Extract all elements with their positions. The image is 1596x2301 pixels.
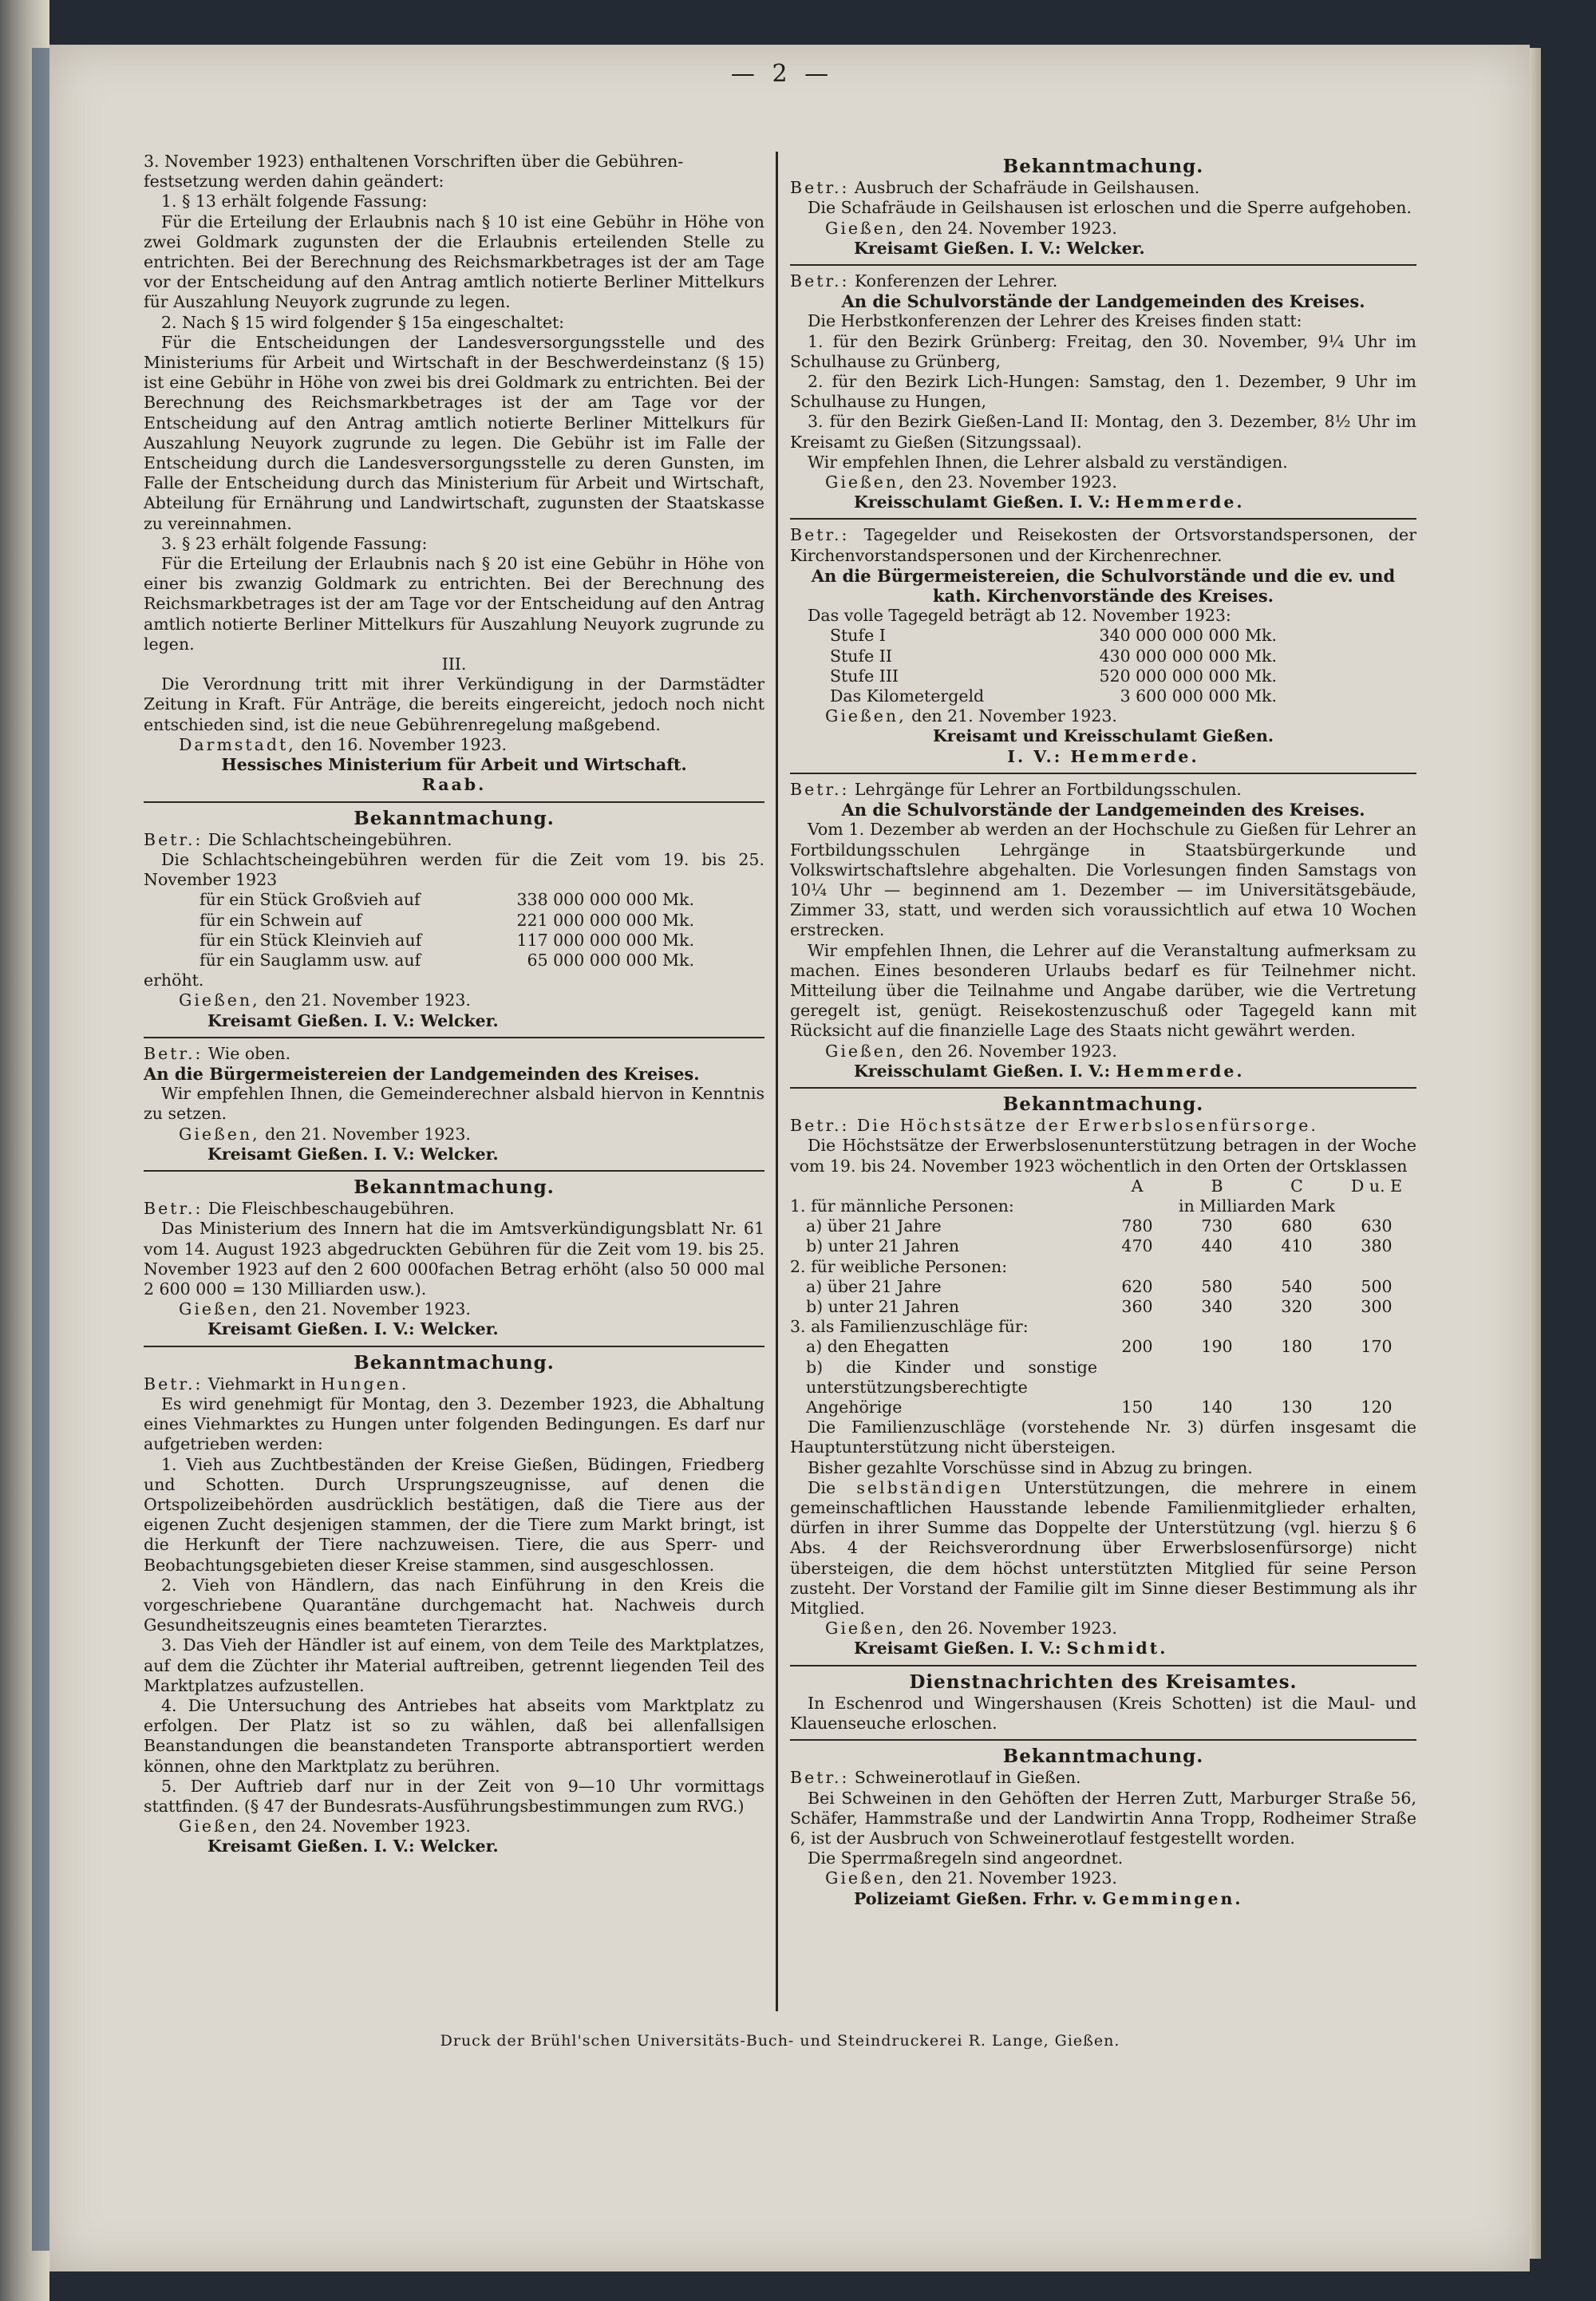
table-row [790, 1257, 1416, 1277]
rate-value: 520 000 000 000 Mk. [1099, 666, 1277, 686]
printer-imprint: Druck der Brühl'schen Universitäts-Buch- und Steindruckerei R. Lange, Gießen. [440, 2032, 1120, 2050]
cell: 360 [1121, 1296, 1153, 1316]
subject-line [790, 525, 1416, 565]
text-emphasis: selbständigen [856, 1477, 1004, 1497]
signature [790, 1062, 1416, 1081]
group-label: 3. als Familienzuschläge für: [790, 1317, 1029, 1337]
signature-office: Kreisamt Gießen. I. V.: [854, 1639, 1067, 1659]
table-row [200, 911, 694, 931]
date-line [144, 735, 764, 755]
paragraph-heading: 2. Nach § 15 wird folgender § 15a eingeschaltet: [161, 312, 565, 332]
list-item: 4. Die Untersuchung des Antriebes hat abseits vom Marktplatz zu erfolgen. Der Platz ist so zu wählen, daß bei allenfallsigen Beanstandungen die beanstandeten Transporte abtransportiert werden können, ohne den Marktplatz zu berühren. [144, 1696, 764, 1776]
separator [144, 1346, 764, 1347]
date-line [790, 472, 1416, 492]
table-row [830, 686, 1277, 706]
signature [790, 492, 1416, 512]
cell: 440 [1201, 1236, 1233, 1256]
date-line [144, 990, 764, 1010]
subject: Lehrgänge für Lehrer an Fortbildungsschulen. [849, 779, 1242, 799]
signature: Kreisamt Gießen. I. V.: Welcker. [207, 1010, 499, 1030]
separator [790, 1087, 1416, 1089]
paragraph: Für die Entscheidungen der Landesversorgungsstelle und des Ministeriums für Arbeit und Wirtschaft in der Beschwerdeinstanz (§ 15) ist eine Gebühr in Höhe von zwei bis drei Goldmark zu entrichten. Bei der Berechnung des Reichsmarkbetrages ist der am Tage vor der Entscheidung auf den Antrag amtlich notierte Berliner Mittelkurs für Auszahlung Neuyork zugrunde zu legen. Die Gebühr ist im Falle der Entscheidung durch die Landesversorgungsstelle zu deren Gunsten, im Falle der Entscheidung durch das Ministerium für Arbeit und Wirtschaft, Abteilung für Ernährung und Landwirtschaft, zugunsten der Staatskasse zu vereinnahmen. [144, 332, 764, 533]
list-item: 5. Der Auftrieb darf nur in der Zeit von 9—10 Uhr vormittags stattfinden. (§ 47 der Bundesrats-Ausführungsbestimmungen zum RVG.) [144, 1776, 764, 1817]
cell: 130 [1281, 1397, 1313, 1417]
allowance-table [830, 626, 1277, 706]
betr-label: Betr.: [790, 178, 850, 198]
section-title: Dienstnachrichten des Kreisamtes. [909, 1670, 1298, 1693]
rate-label: Stufe II [830, 646, 892, 666]
page-edge [1530, 48, 1541, 2259]
signature-office: Kreisschulamt Gießen. I. V.: [854, 492, 1116, 512]
subject-line [790, 271, 1416, 291]
signature-name: Hemmerde. [1116, 1061, 1245, 1081]
subject-line [790, 178, 1416, 198]
fee-value: 338 000 000 000 Mk. [516, 890, 694, 910]
paragraph: Bisher gezahlte Vorschüsse sind in Abzug zu bringen. [808, 1457, 1253, 1477]
date-line [144, 1299, 764, 1319]
paragraph: Die Familienzuschläge (vorstehende Nr. 3) dürfen insgesamt die Hauptunterstützung nicht übersteigen. [790, 1417, 1416, 1457]
date: den 21. November 1923. [906, 1868, 1117, 1888]
date: den 21. November 1923. [259, 990, 471, 1010]
subject-line [144, 1374, 764, 1394]
paragraph: Wir empfehlen Ihnen, die Lehrer auf die Veranstaltung aufmerksam zu machen. Eines besonderen Urlaubs bedarf es für Teilnehmer nicht. Mitteilung über die Teilnahme und Angabe darüber, wie die Vertretung geregelt ist, genügt. Reisekostenzuschuß oder Tagegeld kann mit Rücksicht auf die finanzielle Lage des Staats nicht gewährt werden. [790, 940, 1416, 1041]
rate-value: 430 000 000 000 Mk. [1099, 646, 1277, 666]
date-line [144, 1125, 764, 1145]
separator [144, 801, 764, 803]
signature: Hessisches Ministerium für Arbeit und Wirtschaft. [221, 755, 687, 775]
addressee: An die Schulvorstände der Landgemeinden des Kreises. [841, 800, 1365, 820]
unit-label: in Milliarden Mark [1179, 1196, 1335, 1216]
row-label: a) über 21 Jahre [806, 1276, 942, 1296]
subject: Die Höchstsätze der Erwerbslosenfürsorge. [849, 1116, 1318, 1136]
list-item: 3. für den Bezirk Gießen-Land II: Montag, den 3. Dezember, 8½ Uhr im Kreisamt zu Gießen (Sitzungssaal). [790, 412, 1416, 452]
signature [790, 1639, 1416, 1659]
subject-line [144, 830, 764, 850]
paragraph: Das volle Tagegeld beträgt ab 12. November 1923: [808, 606, 1231, 626]
fee-label: für ein Sauglamm usw. auf [200, 950, 421, 970]
cell: 300 [1361, 1296, 1393, 1316]
rate-label: Stufe I [830, 626, 886, 646]
paragraph: Die Herbstkonferenzen der Lehrer des Kreises finden statt: [808, 311, 1302, 331]
paragraph: Die Schafräude in Geilshausen ist erloschen und die Sperre aufgehoben. [808, 198, 1412, 218]
left-column [144, 152, 764, 1857]
subject: Konferenzen der Lehrer. [849, 271, 1058, 291]
subject: Die Schlachtscheingebühren. [203, 829, 452, 849]
paragraph-heading: 1. § 13 erhält folgende Fassung: [161, 192, 428, 212]
table-row [200, 951, 694, 971]
table-row [790, 1216, 1416, 1236]
class-header: C [1290, 1176, 1303, 1196]
date: den 24. November 1923. [259, 1817, 471, 1836]
date: den 24. November 1923. [906, 218, 1117, 238]
paragraph: Wir empfehlen Ihnen, die Gemeinderechner alsbald hiervon in Kenntnis zu setzen. [144, 1084, 764, 1124]
date: den 26. November 1923. [906, 1041, 1117, 1061]
subject: Ausbruch der Schafräude in Geilshausen. [849, 178, 1200, 198]
row-label: a) über 21 Jahre [806, 1216, 942, 1236]
table-row [200, 890, 694, 910]
paragraph: Für die Erteilung der Erlaubnis nach § 20 ist eine Gebühr in Höhe von einer bis zwanzig Goldmark zu entrichten. Bei der Berechnung des Reichsmarkbetrages ist der am Tage vor der Entscheidung auf den Antrag amtlich notierte Berliner Mittelkurs für Auszahlung Neuyork zugrunde zu legen. [144, 554, 764, 654]
separator [790, 264, 1416, 266]
rate-value: 340 000 000 000 Mk. [1099, 626, 1277, 646]
cell: 620 [1121, 1276, 1153, 1296]
subject-place: Hungen. [321, 1374, 409, 1394]
row-label: a) den Ehegatten [806, 1337, 950, 1357]
date-line [790, 1619, 1416, 1639]
table-row [790, 1317, 1416, 1337]
paragraph: Die Schlachtscheingebühren werden für die Zeit vom 19. bis 25. November 1923 [144, 849, 764, 890]
betr-label: Betr.: [790, 525, 850, 545]
paragraph: Für die Erteilung der Erlaubnis nach § 10 ist eine Gebühr in Höhe von zwei Goldmark zugunsten der die Erlaubnis erteilenden Stelle zu entrichten. Bei der Berechnung des Reichsmarkbetrages ist der am Tage vor der Entscheidung auf den Antrag amtlich notierte Berliner Mittelkurs für Auszahlung Neuyork zugrunde zu legen. [144, 212, 764, 312]
subject: Wie oben. [203, 1043, 291, 1063]
signature-office: Kreisschulamt Gießen. I. V.: [854, 1061, 1116, 1081]
cell: 410 [1281, 1236, 1313, 1256]
signature: Kreisamt Gießen. I. V.: Welcker. [207, 1836, 499, 1856]
subject-line [790, 1768, 1416, 1788]
subject: Schweinerotlauf in Gießen. [849, 1768, 1081, 1788]
cell: 470 [1121, 1236, 1153, 1256]
table-row [200, 931, 694, 951]
signature-name: Gemmingen. [1102, 1888, 1243, 1908]
table-row [790, 1358, 1416, 1418]
subject: Viehmarkt in [203, 1374, 322, 1394]
fee-value: 221 000 000 000 Mk. [516, 910, 694, 930]
intro-line: 3. November 1923) enthaltenen Vorschriften über die Gebühren- [144, 152, 684, 171]
fee-value: 117 000 000 000 Mk. [516, 930, 694, 950]
signature: Kreisamt Gießen. I. V.: Welcker. [207, 1144, 499, 1164]
fee-label: für ein Stück Großvieh auf [200, 890, 421, 910]
place: Gießen, [825, 472, 907, 492]
date-line [144, 1817, 764, 1836]
cell: 180 [1281, 1337, 1313, 1357]
signature: Kreisamt Gießen. I. V.: Welcker. [854, 238, 1145, 258]
rate-value: 3 600 000 000 Mk. [1120, 686, 1277, 706]
paragraph [790, 1478, 1416, 1619]
table-header-row [790, 1176, 1416, 1196]
table-row [830, 646, 1277, 666]
paragraph-heading: 3. § 23 erhält folgende Fassung: [161, 533, 428, 553]
spine-cloth [32, 48, 49, 2251]
betr-label: Betr.: [144, 1199, 203, 1219]
place: Gießen, [179, 1299, 260, 1319]
place: Gießen, [825, 706, 907, 726]
cell: 380 [1361, 1236, 1393, 1256]
signature-name: Hemmerde. [1116, 492, 1245, 512]
section-title: Bekanntmachung. [354, 807, 555, 829]
date-line [790, 706, 1416, 726]
fee-table [200, 890, 694, 971]
date-line [790, 1868, 1416, 1888]
class-header: A [1131, 1176, 1144, 1196]
fee-value: 65 000 000 000 Mk. [527, 950, 694, 970]
paragraph: Wir empfehlen Ihnen, die Lehrer alsbald zu verständigen. [808, 452, 1288, 472]
addressee: An die Bürgermeistereien der Landgemeinden des Kreises. [144, 1063, 700, 1084]
paragraph: Es wird genehmigt für Montag, den 3. Dezember 1923, die Abhaltung eines Viehmarktes zu Hungen unter folgenden Bedingungen. Es darf nur aufgetrieben werden: [144, 1394, 764, 1454]
paragraph: erhöht. [144, 971, 204, 990]
row-label: b) unter 21 Jahren [806, 1296, 960, 1316]
place: Gießen, [825, 218, 907, 238]
date: den 21. November 1923. [906, 706, 1117, 726]
separator [790, 1665, 1416, 1666]
intro-line: festsetzung werden dahin geändert: [144, 172, 444, 192]
separator [144, 1037, 764, 1038]
section-title: Bekanntmachung. [1002, 1093, 1204, 1115]
section-title: Bekanntmachung. [354, 1176, 555, 1198]
place: Darmstadt, [179, 734, 296, 754]
signature-name: Raab. [421, 775, 487, 795]
addressee: An die Bürgermeistereien, die Schulvorstände und die ev. und kath. Kirchenvorstände des Kreises. [811, 565, 1396, 607]
separator [790, 518, 1416, 520]
cell: 340 [1201, 1296, 1233, 1316]
section-title: Bekanntmachung. [1002, 156, 1204, 177]
fee-label: für ein Stück Kleinvieh auf [200, 930, 422, 950]
group-label: 2. für weibliche Personen: [790, 1256, 1008, 1276]
subject: Die Fleischbeschaugebühren. [203, 1199, 455, 1219]
date-line [790, 1042, 1416, 1062]
betr-label: Betr.: [144, 829, 203, 849]
place: Gießen, [179, 1817, 260, 1836]
fee-label: für ein Schwein auf [200, 910, 362, 930]
signature: Kreisamt und Kreisschulamt Gießen. [932, 726, 1274, 746]
table-row [790, 1236, 1416, 1256]
date-line [790, 219, 1416, 239]
date: den 26. November 1923. [906, 1619, 1117, 1639]
section-title: Bekanntmachung. [1002, 1746, 1204, 1768]
paragraph: Die Höchstsätze der Erwerbslosenunterstützung betragen in der Woche vom 19. bis 24. November 1923 wöchentlich in den Orten der Ortsklassen [790, 1136, 1416, 1176]
cell: 190 [1201, 1337, 1233, 1357]
betr-label: Betr.: [790, 1768, 850, 1788]
separator [790, 773, 1416, 774]
table-row [790, 1277, 1416, 1297]
list-item: 2. Vieh von Händlern, das nach Einführung in den Kreis die vorgeschriebene Quarantäne durchgemacht hat. Nachweis durch Gesundheitszeugnis eines beamteten Tierarztes. [144, 1575, 764, 1635]
paragraph: Vom 1. Dezember ab werden an der Hochschule zu Gießen für Lehrer an Fortbildungsschulen Lehrgänge in Staatsbürgerkunde und Volkswirtschaftslehre abgehalten. Die Vorlesungen finden Samstags von 10¼ Uhr — beginnend am 1. Dezember — im Universitätsgebäude, Zimmer 33, statt, und werden sich voraussichtlich auf etwa 10 Wochen erstrecken. [790, 820, 1416, 940]
addressee: An die Schulvorstände der Landgemeinden des Kreises. [841, 291, 1365, 312]
section-title: Bekanntmachung. [354, 1351, 555, 1374]
cell: 630 [1361, 1216, 1393, 1236]
table-row [790, 1337, 1416, 1357]
right-column [790, 152, 1416, 1909]
place: Gießen, [179, 990, 260, 1010]
subject-line [790, 1116, 1416, 1136]
paragraph: Bei Schweinen in den Gehöften der Herren Zutt, Marburger Straße 56, Schäfer, Hammstraße und der Landwirtin Anna Tropp, Rodheimer Straße 6, ist der Ausbruch von Schweinerotlauf festgestellt worden. [790, 1788, 1416, 1848]
table-row [790, 1196, 1416, 1216]
page-number: — 2 — [730, 60, 834, 88]
roman-numeral: III. [441, 654, 467, 674]
cell: 320 [1281, 1296, 1313, 1316]
cell: 170 [1361, 1337, 1393, 1357]
rate-label: Das Kilometergeld [830, 686, 985, 706]
subject-line [144, 1199, 764, 1219]
place: Gießen, [825, 1041, 907, 1061]
paragraph: Die Sperrmaßregeln sind angeordnet. [808, 1848, 1124, 1868]
row-label: b) die Kinder und sonstige unterstützungsberechtigte Angehörige [806, 1357, 1097, 1417]
list-item: 2. für den Bezirk Lich-Hungen: Samstag, den 1. Dezember, 9 Uhr im Schulhause zu Hungen, [790, 372, 1416, 412]
cell: 140 [1201, 1397, 1233, 1417]
place: Gießen, [825, 1868, 907, 1888]
column-rule [776, 152, 778, 2011]
betr-label: Betr.: [790, 271, 850, 291]
benefit-table [790, 1176, 1416, 1417]
cell: 150 [1121, 1397, 1153, 1417]
cell: 680 [1281, 1216, 1313, 1236]
date: den 21. November 1923. [259, 1299, 471, 1319]
betr-label: Betr.: [790, 1116, 850, 1136]
signature: Kreisamt Gießen. I. V.: Welcker. [207, 1319, 499, 1339]
class-header: D u. E [1350, 1176, 1403, 1196]
paragraph: Die Verordnung tritt mit ihrer Verkündigung in der Darmstädter Zeitung in Kraft. Für Anträge, die bereits eingereicht, jedoch noch nicht entschieden sind, ist die neue Gebührenregelung maßgebend. [144, 674, 764, 734]
date: den 16. November 1923. [295, 734, 508, 754]
table-row [830, 626, 1277, 646]
betr-label: Betr.: [144, 1043, 203, 1063]
cell: 540 [1281, 1276, 1313, 1296]
signature-name: I. V.: Hemmerde. [1007, 746, 1199, 766]
table-row [790, 1297, 1416, 1317]
betr-label: Betr.: [790, 779, 850, 799]
table-row [830, 666, 1277, 686]
text-run: Unterstützungen, die mehrere in einem gemeinschaftlichen Hausstande lebende Familienmitglieder erhalten, dürfen in ihrer Summe das Doppelte der Unterstützung (vgl. hierzu § 6 Abs. 4 der Reichsverordnung über Erwerbslosenfürsorge) nicht übersteigen, die dem höchst unterstützten Mitglied für seine Person zusteht. Der Vorstand der Familie gilt im Sinne dieser Bestimmung als ihr Mitglied. [790, 1477, 1417, 1619]
class-header: B [1211, 1176, 1223, 1196]
subject: Tagegelder und Reisekosten der Ortsvorstandspersonen, der Kirchenvorstandspersonen und der Kirchenrechner. [790, 525, 1416, 565]
cell: 120 [1361, 1397, 1393, 1417]
betr-label: Betr.: [144, 1374, 203, 1394]
cell: 730 [1201, 1216, 1233, 1236]
cell: 780 [1121, 1216, 1153, 1236]
subject-line [144, 1044, 764, 1064]
group-label: 1. für männliche Personen: [790, 1196, 1014, 1216]
signature-office: Polizeiamt Gießen. Frhr. v. [854, 1888, 1103, 1908]
list-item: 1. Vieh aus Zuchtbeständen der Kreise Gießen, Büdingen, Friedberg und Schotten. Durch Ursprungszeugnisse, auf denen die Ortspolizeibehörden ausdrücklich bestätigen, daß die Tiere aus der eigenen Zucht desjenigen stammen, der die Tiere zum Markt bringt, ist die Herkunft der Tiere nachzuweisen. Tiere, die aus Sperr- und Beobachtungsgebieten dieser Kreise stammen, sind ausgeschlossen. [144, 1454, 764, 1575]
cell: 500 [1361, 1276, 1393, 1296]
subject-line [790, 780, 1416, 800]
separator [790, 1739, 1416, 1741]
cell: 200 [1121, 1337, 1153, 1357]
list-item: 3. Das Vieh der Händler ist auf einem, von dem Teile des Marktplatzes, auf dem die Züchter ihr Material auftreiben, getrennt liegenden Teil des Marktplatzes aufzustellen. [144, 1635, 764, 1695]
rate-label: Stufe III [830, 666, 899, 686]
place: Gießen, [179, 1124, 260, 1144]
list-item: 1. für den Bezirk Grünberg: Freitag, den 30. November, 9¼ Uhr im Schulhause zu Grünberg, [790, 331, 1416, 371]
signature [790, 1889, 1416, 1909]
date: den 23. November 1923. [906, 472, 1117, 492]
separator [144, 1170, 764, 1172]
row-label: b) unter 21 Jahren [806, 1236, 960, 1256]
text-run: Die [808, 1477, 857, 1497]
paragraph: Das Ministerium des Innern hat die im Amtsverkündigungsblatt Nr. 61 vom 14. August 1923 abgedruckten Gebühren für die Zeit vom 19. bis 25. November 1923 auf den 2 600 000fachen Betrag erhöht (also 50 000 mal 2 600 000 = 130 Milliarden usw.). [144, 1219, 764, 1299]
paragraph: In Eschenrod und Wingershausen (Kreis Schotten) ist die Maul- und Klauenseuche erloschen. [790, 1693, 1416, 1734]
date: den 21. November 1923. [259, 1124, 471, 1144]
cell: 580 [1201, 1276, 1233, 1296]
signature-name: Schmidt. [1066, 1639, 1168, 1659]
place: Gießen, [825, 1619, 907, 1639]
